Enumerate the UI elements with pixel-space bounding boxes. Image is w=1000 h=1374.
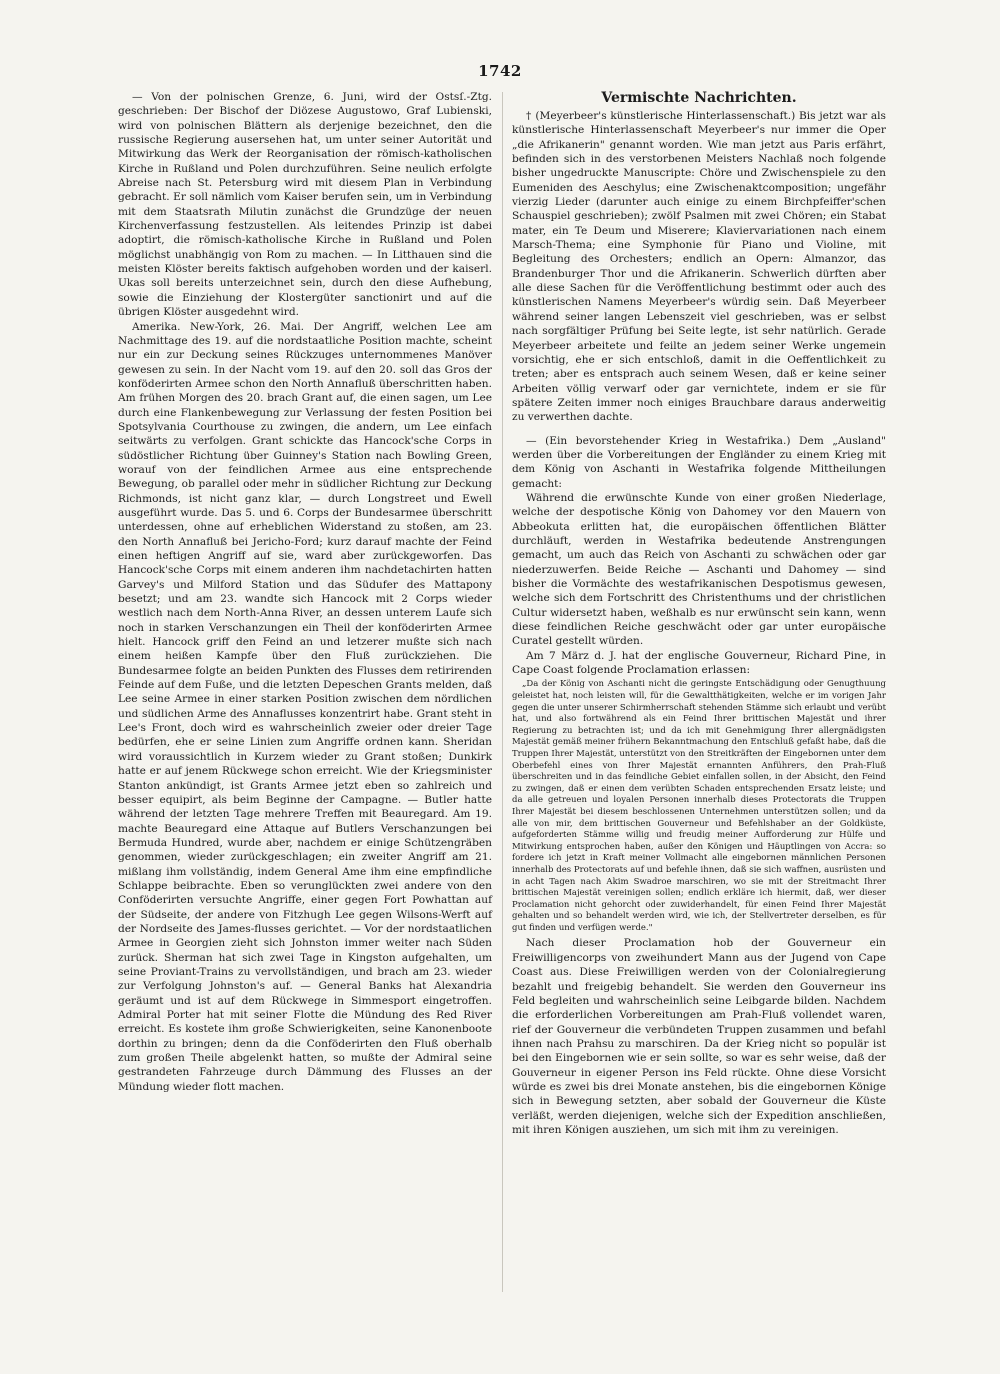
article-west-africa-intro: — (Ein bevorstehender Krieg in Westafrika.) Dem „Ausland" werden über die Vorbereitungen der Engländer zu einem Krieg mit dem König von Aschanti in Westafrika folgende Mittheilungen gemacht: [512,434,886,490]
article-america-new-york: Amerika. New-York, 26. Mai. Der Angriff, welchen Lee am Nachmittage des 19. auf die nordstaatliche Position machte, scheint nur ein zur Deckung seines Rückzuges unternommenes Manöver gewesen zu sein. In der Nacht vom 19. auf den 20. soll das Gros der konföderirten Armee schon den North Annafluß überschritten haben. Am frühen Morgen des 20. brach Grant auf, die einen sagen, um Lee durch eine Flankenbewegung zur Verlassung der festen Position bei Spotsylvania Courthouse zu zwingen, die andern, um Lee einfach seitwärts zu verfolgen. Grant schickte das Hancock'sche Corps in südöstlicher Richtung über Guinney's Station nach Bowling Green, worauf von der feindlichen Armee aus eine entsprechende Bewegung, ob parallel oder mehr in südlicher Richtung zur Deckung Richmonds, ist nicht ganz klar, — durch Longstreet und Ewell ausgeführt wurde. Das 5. und 6. Corps der Bundesarmee überschritt unterdessen, ohne auf erheblichen Widerstand zu stoßen, am 23. den North Annafluß bei Jericho-Ford; kurz darauf machte der Feind einen heftigen Angriff auf sie, ward aber zurückgeworfen. Das Hancock'sche Corps mit einem anderen ihm nachdetachirten hatten Garvey's und Milford Station und das Südufer des Mattapony besetzt; und am 23. wandte sich Hancock mit 2 Corps wieder westlich nach dem North-Anna River, an dessen unterem Laufe sich noch in starken Verschanzungen ein Theil der konföderirten Armee hielt. Hancock griff den Feind an und letzerer mußte sich nach einem heißen Kampfe über den Fluß zurückziehen. Die Bundesarmee folgte an beiden Punkten des Flusses dem retirirenden Feinde auf dem Fuße, und die letzten Depeschen Grants melden, daß Lee seine Armee in einer starken Position zwischen dem nördlichen und südlichen Arme des Annaflusses konzentrirt habe. Grant steht in Lee's Front, doch wird es wahrscheinlich zweier oder dreier Tage bedürfen, ehe er seine Linien zum Angriffe ordnen kann. Sheridan wird voraussichtlich in Kurzem wieder zu Grant stoßen; Dunkirk hatte er auf jenem Rückwege schon erreicht. Wie der Kriegsminister Stanton ankündigt, ist Grants Armee jetzt eben so zahlreich und besser equipirt, als beim Beginne der Campagne. — Butler hatte während der letzten Tage mehrere Treffen mit Beauregard. Am 19. machte Beauregard eine Attaque auf Butlers Verschanzungen bei Bermuda Hundred, wurde aber, nachdem er einige Schützengräben genommen, wieder zurückgeschlagen; ein zweiter Angriff am 21. mißlang ihm vollständig, indem General Ame ihm eine empfindliche Schlappe beibrachte. Eben so verunglückten zwei andere von den Conföderirten versuchte Angriffe, einer gegen Fort Powhattan auf der Südseite, der andere von Fitzhugh Lee gegen Wilsons-Werft auf der Nordseite des James-flusses gerichtet. — Vor der nordstaatlichen Armee in Georgien zieht sich Johnston immer weiter nach Süden zurück. Sherman hat sich zwei Tage in Kingston aufgehalten, um seine Proviant-Trains zu vervollständigen, und brach am 23. wieder zur Verfolgung Johnston's auf. — General Banks hat Alexandria geräumt und ist auf dem Rückwege in Simmesport eingetroffen. Admiral Porter hat mit seiner Flotte die Mündung des Red River erreicht. Es kostete ihm große Schwierigkeiten, seine Kanonenboote dorthin zu bringen; denn da die Conföderirten den Fluß oberhalb zum großen Theile abgelenkt hatten, so mußte der Admiral seine gestrandeten Fahrzeuge durch Dämmung des Flusses an der Mündung wieder flott machen. [118,320,492,1093]
article-gap [512,425,886,434]
article-proclamation-intro: Am 7 März d. J. hat der englische Gouverneur, Richard Pine, in Cape Coast folgende Proclamation erlassen: [512,649,886,677]
column-divider [502,92,503,1292]
proclamation-quote: „Da der König von Aschanti nicht die geringste Entschädigung oder Genugthuung geleistet hat, noch leisten will, für die Gewaltthätigkeiten, welche er im vorigen Jahr gegen die unter unserer Schirmherrschaft stehenden Stämme sich erlaubt und verübt hat, und also fortwährend als ein Feind Ihrer brittischen Majestät und ihrer Regierung zu betrachten ist; und da ich mit Genehmigung Ihrer allergnädigsten Majestät gemäß meiner frühern Bekanntmachung den Entschluß gefaßt habe, daß die Truppen Ihrer Majestät, unterstützt von den Streitkräften der Eingebornen unter dem Oberbefehl eines von Ihrer Majestät ernannten Anführers, den Prah-Fluß überschreiten und in das feindliche Gebiet einfallen sollen, in der Absicht, den Feind zu zwingen, daß er einen dem verübten Schaden entsprechenden Ersatz leiste; und da alle getreuen und loyalen Personen innerhalb dieses Protectorats die Truppen Ihrer Majestät bei diesem beschlossenen Unternehmen unterstützen sollen; und da alle von mir, dem brittischen Gouverneur und Befehlshaber an der Goldküste, aufgeforderten Stämme willig und freudig meiner Aufforderung zur Hülfe und Mitwirkung entsprochen haben, außer den Königen und Häuptlingen von Accra: so fordere ich jetzt in Kraft meiner Vollmacht alle eingebornen männlichen Personen innerhalb des Protectorats auf und befehle ihnen, daß sie sich waffnen, ausrüsten und in acht Tagen nach Akim Swadroe marschiren, wo sie mit der Streitmacht Ihrer brittischen Majestät vereinigen sollen; endlich erkläre ich hiermit, daß, wer dieser Proclamation nicht gehorcht oder zuwiderhandelt, für einen Feind Ihrer Majestät gehalten und so behandelt werden wird, wie ich, der Stellvertreter derselben, es für gut finden und verfügen werde." [512,679,886,933]
article-polish-border: — Von der polnischen Grenze, 6. Juni, wird der Ostsſ.-Ztg. geschrieben: Der Bischof der Diözese Augustowo, Graf Lubienski, wird von polnischen Blättern als derjenige bezeichnet, den die russische Regierung ausersehen hat, um unter seiner Autorität und Mitwirkung das Werk der Reorganisation der römisch-katholischen Kirche in Rußland und Polen durchzuführen. Seine neulich erfolgte Abreise nach St. Petersburg wird mit diesem Plan in Verbindung gebracht. Er soll nämlich vom Kaiser berufen sein, um in Verbindung mit dem Staatsrath Milutin zunächst die Grundzüge der neuen Kirchenverfassung festzustellen. Als leitendes Prinzip ist dabei adoptirt, die römisch-katholische Kirche in Rußland und Polen möglichst unabhängig von Rom zu machen. — In Litthauen sind die meisten Klöster bereits faktisch aufgehoben worden und der kaiserl. Ukas soll bereits unterzeichnet sein, durch den diese Aufhebung, sowie die Einziehung der Klostergüter sanctionirt und auf die übrigen Klöster ausgedehnt wird. [118,91,492,319]
article-west-africa-body: Während die erwünschte Kunde von einer großen Niederlage, welche der despotische König von Dahomey vor den Mauern von Abbeokuta erlitten hat, die europäischen öffentlichen Blätter durchläuft, werden in Westafrika bedeutende Anstrengungen gemacht, um auch das Reich von Aschanti zu schwächen oder gar niederzuwerfen. Beide Reiche — Aschanti und Dahomey — sind bisher die Vormächte des westafrikanischen Despotismus gewesen, welche sich dem Fortschritt des Christenthums und der christlichen Cultur widersetzt haben, weßhalb es nur erwünscht sein kann, wenn diese feindlichen Reiche geschwächt oder gar unter europäische Curatel gestellt würden. [512,491,886,648]
article-meyerbeer: † (Meyerbeer's künstlerische Hinterlassenschaft.) Bis jetzt war als künstlerische Hinterlassenschaft Meyerbeer's nur immer die Oper „die Afrikanerin" genannt worden. Wie man jetzt aus Paris erfährt, befinden sich in des verstorbenen Meisters Nachlaß noch folgende bisher ungedruckte Manuscripte: Chöre und Zwischenspiele zu den Eumeniden des Aeschylus; eine Zwischenaktcomposition; ungefähr vierzig Lieder (darunter auch einige zu einem Birchpfeiffer'schen Schauspiel geschrieben); zwölf Psalmen mit zwei Chören; ein Stabat mater, ein Te Deum und Miserere; Klaviervariationen nach einem Marsch-Thema; eine Symphonie für Piano und Violine, mit Begleitung des Orchesters; endlich an Opern: Almanzor, das Brandenburger Thor und die Afrikanerin. Schwerlich dürften aber alle diese Sachen für die Veröffentlichung bestimmt oder auch des künstlerischen Namens Meyerbeer's würdig sein. Daß Meyerbeer während seiner langen Lebenszeit viel geschrieben, was er selbst nach sorgfältiger Prüfung bei Seite legte, ist sehr natürlich. Gerade Meyerbeer arbeitete und feilte an jedem seiner Werke ungemein vorsichtig, ehe er sich entschloß, damit in die Oeffentlichkeit zu treten; aber es entsprach auch seinem Wesen, daß er keine seiner Arbeiten völlig verwarf oder gar vernichtete, indem er sie für spätere Zeiten immer noch einiges Brauchbare daraus anderweitig zu verwerthen dachte. [512,110,886,424]
page-number: 1742 [478,62,522,80]
article-volunteer-corps: Nach dieser Proclamation hob der Gouverneur ein Freiwilligencorps von zweihundert Mann aus der Jugend von Cape Coast aus. Diese Freiwilligen werden von der Colonialregierung bezahlt und freigebig behandelt. Sie werden den Gouverneur ins Feld begleiten und wahrscheinlich seine Leibgarde bilden. Nachdem die erforderlichen Vorbereitungen am Prah-Fluß vollendet waren, rief der Gouverneur die verbündeten Truppen zusammen und befahl ihnen nach Prahsu zu marschiren. Da der Krieg nicht so populär ist bei den Eingebornen wie er sein sollte, so war es sehr weise, daß der Gouverneur in eigener Person ins Feld rückte. Ohne diese Vorsicht würde es zwei bis drei Monate anstehen, bis die eingebornen Könige sich in Bewegung setzten, aber sobald der Gouverneur die Küste verläßt, werden diejenigen, welche sich der Expedition anschließen, mit ihren Königen ausziehen, um sich mit ihm zu vereinigen. [512,937,886,1136]
right-column [512,90,886,1137]
section-title: Vermischte Nachrichten. [601,90,797,106]
left-column [118,90,492,1094]
